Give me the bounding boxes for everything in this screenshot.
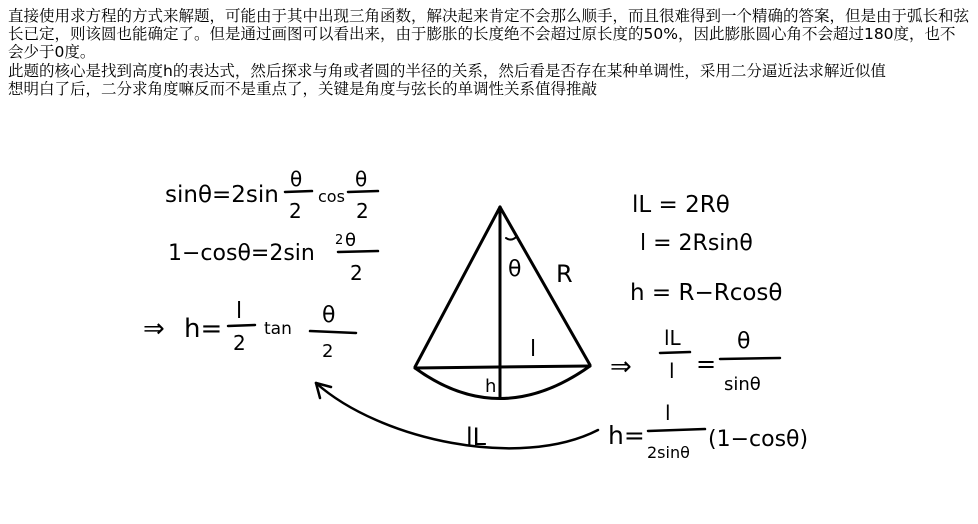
equation-sin-double-angle — [165, 167, 378, 223]
eq3-fraction-bar-1 — [228, 325, 255, 326]
req-ratio-eq: = — [696, 350, 717, 378]
req-arc-length: lL = 2Rθ — [632, 192, 730, 218]
req-ratio-den2: sinθ — [724, 374, 761, 395]
sector-diagram — [415, 207, 590, 451]
req-final-num: l — [665, 401, 671, 425]
eq1-fraction-bar-2 — [348, 191, 378, 192]
req-ratio-num2: θ — [737, 329, 751, 354]
label-radius: R — [556, 260, 573, 288]
eq2-sup: 2 — [335, 233, 344, 248]
eq2-den: 2 — [350, 261, 363, 285]
eq3-den1: 2 — [233, 331, 246, 355]
eq1-num1: θ — [290, 167, 303, 191]
label-theta: θ — [508, 257, 522, 282]
equation-one-minus-cos — [168, 230, 378, 285]
req-ratio-num1: lL — [664, 326, 681, 350]
req-ratio-bar-2 — [720, 358, 780, 359]
eq1-den2: 2 — [356, 199, 369, 223]
eq3-lhs: h= — [184, 314, 223, 344]
label-half-chord: l — [530, 337, 537, 362]
eq1-fraction-bar-1 — [285, 191, 312, 192]
eq2-num: θ — [345, 230, 357, 251]
paragraph-approach: 直接使用求方程的方式来解题，可能由于其中出现三角函数，解决起来肯定不会那么顺手，而且很难得到一个精确的答案，但是由于弧长和弦长已定，则该圆也能确定了。但是通过画图可以看出来，由于膨胀的长度绝不会超过原长度的50%，因此膨胀圆心角不会超过180度，也不会少于0度。 — [8, 7, 970, 62]
eq1-mid: cos — [318, 187, 345, 206]
req-final-den: 2sinθ — [647, 443, 690, 462]
req-ratio-bar-1 — [660, 352, 690, 353]
req-ratio — [610, 326, 780, 395]
req-ratio-den1: l — [669, 359, 675, 383]
req-final-bar — [648, 429, 705, 431]
sector-arc — [415, 366, 590, 399]
curved-arrow-line — [316, 383, 598, 448]
sector-left-radius — [415, 207, 500, 367]
eq3-num2: θ — [322, 303, 336, 328]
req-ratio-arrow: ⇒ — [610, 352, 632, 382]
label-arc: lL — [466, 423, 487, 451]
eq1-den1: 2 — [289, 199, 302, 223]
eq1-num2: θ — [355, 167, 368, 191]
eq3-den2: 2 — [322, 341, 334, 362]
eq3-mid: tan — [264, 319, 292, 339]
eq3-arrow: ⇒ — [143, 314, 165, 344]
req-chord-length: l = 2Rsinθ — [640, 231, 753, 256]
sector-chord — [415, 366, 590, 368]
curved-arrow — [316, 383, 598, 448]
eq2-fraction-bar — [338, 251, 378, 252]
req-height: h = R−Rcosθ — [630, 280, 783, 306]
eq2-lhs: 1−cosθ=2sin — [168, 241, 315, 266]
right-equations — [608, 192, 808, 462]
sector-right-radius — [500, 207, 590, 365]
angle-mark — [506, 236, 517, 240]
paragraph-core-idea: 此题的核心是找到高度h的表达式，然后探求与角或者圆的半径的关系，然后看是否存在某种单调性，采用二分逼近法求解近似值 — [8, 61, 886, 80]
label-height: h — [485, 376, 497, 397]
paragraph-conclusion: 想明白了后，二分求角度嘛反而不是重点了，关键是角度与弦长的单调性关系值得推敲 — [8, 79, 598, 98]
req-final-lhs: h= — [608, 421, 645, 450]
eq3-fraction-bar-2 — [310, 331, 356, 333]
eq3-num1: l — [236, 299, 243, 324]
req-final-tail: (1−cosθ) — [708, 427, 809, 452]
equation-height-result — [143, 299, 356, 362]
req-height-final — [608, 401, 808, 462]
eq1-lhs: sinθ=2sin — [165, 182, 279, 208]
